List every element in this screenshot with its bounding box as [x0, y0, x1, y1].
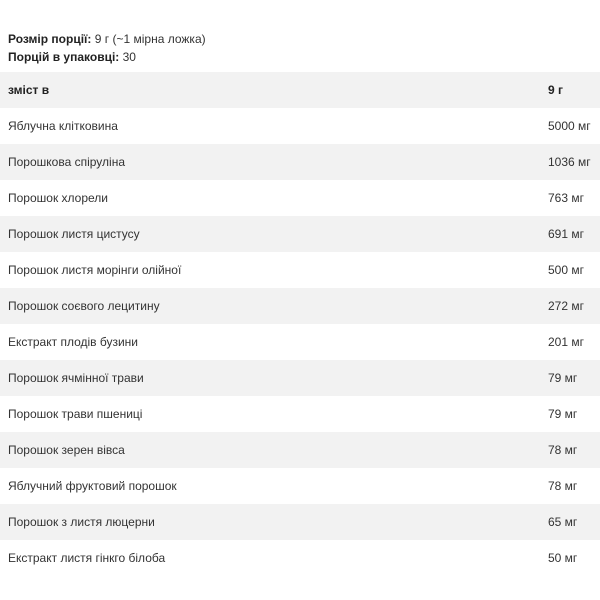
table-row — [0, 180, 600, 216]
supplement-facts-table — [0, 72, 600, 576]
ingredient-amount: 691 мг — [548, 227, 584, 241]
table-header-row — [0, 72, 600, 108]
table-row — [0, 324, 600, 360]
serving-size-label: Розмір порції: — [8, 32, 92, 46]
table-body — [0, 108, 600, 576]
column-header-serving: 9 г — [548, 83, 564, 97]
table-row — [0, 108, 600, 144]
ingredient-name: Екстракт плодів бузини — [8, 335, 139, 349]
ingredient-name: Екстракт листя гінкго білоба — [8, 551, 166, 565]
ingredient-name: Порошок хлорели — [8, 191, 108, 205]
ingredient-name: Порошок з листя люцерни — [8, 515, 155, 529]
ingredient-amount: 78 мг — [548, 479, 578, 493]
ingredient-amount: 500 мг — [548, 263, 584, 277]
table-row — [0, 216, 600, 252]
table-row — [0, 468, 600, 504]
ingredient-name: Порошок трави пшениці — [8, 407, 143, 421]
table-row — [0, 360, 600, 396]
ingredient-amount: 79 мг — [548, 371, 578, 385]
servings-value: 30 — [122, 50, 136, 64]
ingredient-amount: 50 мг — [548, 551, 578, 565]
table-row — [0, 396, 600, 432]
table-row — [0, 288, 600, 324]
ingredient-name: Порошкова спіруліна — [8, 155, 125, 169]
servings-per-container-line — [8, 48, 206, 66]
ingredient-amount: 1036 мг — [548, 155, 591, 169]
table-row — [0, 144, 600, 180]
ingredient-name: Порошок листя морінги олійної — [8, 263, 182, 277]
ingredient-amount: 201 мг — [548, 335, 584, 349]
serving-size-line — [8, 30, 206, 48]
ingredient-amount: 78 мг — [548, 443, 578, 457]
table-row — [0, 432, 600, 468]
ingredient-name: Яблучна клітковина — [8, 119, 118, 133]
table-row — [0, 540, 600, 576]
table-row — [0, 504, 600, 540]
table-row — [0, 252, 600, 288]
ingredient-amount: 5000 мг — [548, 119, 591, 133]
ingredient-amount: 272 мг — [548, 299, 584, 313]
serving-info — [8, 30, 206, 66]
ingredient-name: Порошок ячмінної трави — [8, 371, 144, 385]
ingredient-amount: 65 мг — [548, 515, 578, 529]
ingredient-name: Порошок зерен вівса — [8, 443, 125, 457]
ingredient-name: Порошок соєвого лецитину — [8, 299, 160, 313]
serving-size-value: 9 г (~1 мірна ложка) — [94, 32, 206, 46]
ingredient-name: Яблучний фруктовий порошок — [8, 479, 177, 493]
ingredient-amount: 79 мг — [548, 407, 578, 421]
ingredient-amount: 763 мг — [548, 191, 584, 205]
servings-label: Порцій в упаковці: — [8, 50, 120, 64]
ingredient-name: Порошок листя цистусу — [8, 227, 140, 241]
column-header-content: зміст в — [8, 83, 50, 97]
